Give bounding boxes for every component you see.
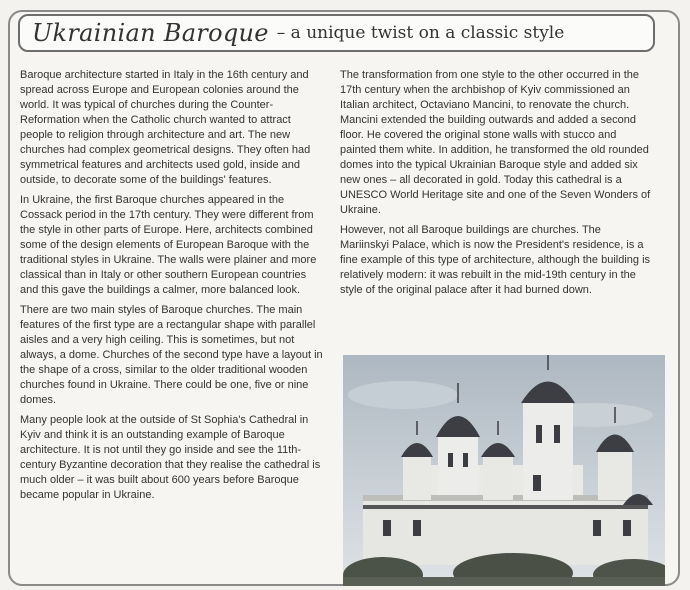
bell-tower — [523, 400, 573, 500]
tower — [483, 455, 513, 500]
cathedral-illustration — [343, 355, 665, 586]
roof-line — [363, 505, 648, 509]
article-title: Ukrainian Baroque — [32, 19, 269, 47]
ground — [343, 577, 665, 586]
tower — [598, 450, 632, 500]
cathedral-photo — [343, 355, 665, 586]
right-column — [340, 68, 652, 303]
paragraph: Many people look at the outside of St Sophia's Cathedral in Kyiv and think it is an outstanding example of Baroque architecture. It is not until they go inside and see the 11th-century Byzantine decoration that they realise the cathedral is much older – it was built about 600 years before Baroque became popular in Ukraine. — [20, 414, 321, 501]
paragraph: Baroque architecture started in Italy in the 16th century and spread across Europe and European colonies around the world. It was typical of churches during the Counter-Reformation when the Catholic church wanted to attract people to religion through architecture and art. The new churches had complex geometrical designs. They often had symmetrical features and architects used gold, inside and outside, to decorate some of the buildings' features. — [20, 69, 311, 186]
article-subtitle: – a unique twist on a classic style — [276, 23, 565, 43]
paragraph: In Ukraine, the first Baroque churches appeared in the Cossack period in the 17th century. They were different from the style in other parts of Europe. Here, architects combined some of the design elements of European Baroque with the traditional styles in Ukraine. The walls were plainer and more classical than in Italy or other southern European countries and this gave the buildings a calmer, more balanced look. — [20, 194, 317, 296]
tower — [438, 435, 478, 495]
left-column — [20, 68, 326, 508]
title-box — [18, 14, 655, 52]
paragraph: There are two main styles of Baroque churches. The main features of the first type are a rectangular shape with parallel aisles and a very high ceiling. This is sometimes, but not always, a dome. Churches of the second type have a layout in the shape of a cross, similar to the older traditional wooden churches found in Ukraine. There could be one, five or nine domes. — [20, 304, 323, 406]
paragraph: The transformation from one style to the other occurred in the 17th century when the archbishop of Kyiv commissioned an Italian architect, Octaviano Mancini, to renovate the church. Mancini extended the building outwards and added a second floor. He covered the original stone walls with stucco and painted them white. In addition, he transformed the old rounded domes into the typical Ukrainian Baroque style and added six new ones – all decorated in gold. Today this cathedral is a UNESCO World Heritage site and one of the Seven Wonders of Ukraine. — [340, 69, 651, 216]
paragraph: However, not all Baroque buildings are churches. The Mariinskyi Palace, which is now the President's residence, is a fine example of this type of architecture, although the building is relatively modern: it was rebuilt in the mid-19th century in the style of the original palace after it had burned down. — [340, 224, 651, 296]
tower — [403, 455, 431, 500]
cloud — [348, 381, 458, 409]
